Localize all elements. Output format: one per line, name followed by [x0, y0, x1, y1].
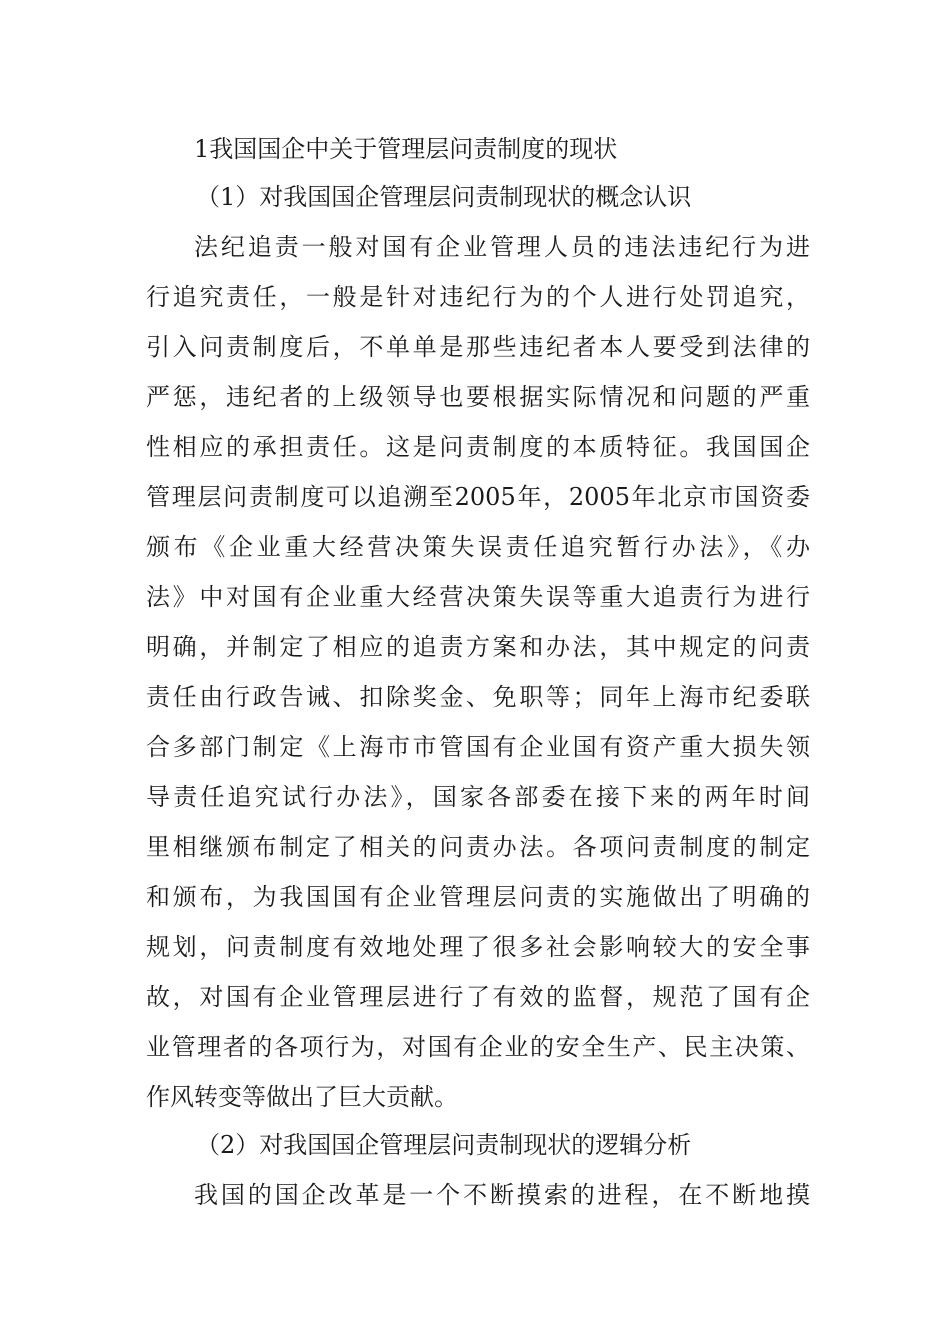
paragraph-line: 规划，问责制度有效地处理了很多社会影响较大的安全事 — [146, 933, 810, 961]
paragraph-line: 颁布《企业重大经营决策失误责任追究暂行办法》，《办 — [146, 533, 810, 561]
paragraph-line: 法纪追责一般对国有企业管理人员的违法违纪行为进 — [194, 233, 810, 261]
subsection-heading-2: （2）对我国国企管理层问责制现状的逻辑分析 — [196, 1131, 692, 1159]
paragraph-line: 合多部门制定《上海市市管国有企业国有资产重大损失领 — [146, 733, 810, 761]
paragraph-line: 我国的国企改革是一个不断摸索的进程，在不断地摸 — [194, 1181, 810, 1209]
paragraph-line: 作风转变等做出了巨大贡献。 — [146, 1083, 458, 1111]
paragraph-line: 严惩，违纪者的上级领导也要根据实际情况和问题的严重 — [146, 383, 810, 411]
paragraph-line: 性相应的承担责任。这是问责制度的本质特征。我国国企 — [146, 433, 810, 461]
paragraph-line: 业管理者的各项行为，对国有企业的安全生产、民主决策、 — [146, 1033, 810, 1061]
paragraph-line: 责任由行政告诫、扣除奖金、免职等；同年上海市纪委联 — [146, 683, 810, 711]
paragraph-line: 管理层问责制度可以追溯至2005年，2005年北京市国资委 — [146, 483, 810, 511]
paragraph-line: 和颁布，为我国国有企业管理层问责的实施做出了明确的 — [146, 883, 810, 911]
paragraph-line: 法》中对国有企业重大经营决策失误等重大追责行为进行 — [146, 583, 810, 611]
paragraph-line: 明确，并制定了相应的追责方案和办法，其中规定的问责 — [146, 633, 810, 661]
subsection-heading-1: （1）对我国国企管理层问责制现状的概念认识 — [196, 183, 692, 211]
paragraph-line: 引入问责制度后，不单单是那些违纪者本人要受到法律的 — [146, 333, 810, 361]
paragraph-line: 行追究责任，一般是针对违纪行为的个人进行处罚追究， — [146, 283, 810, 311]
section-heading: 1我国国企中关于管理层问责制度的现状 — [194, 135, 618, 163]
paragraph-line: 里相继颁布制定了相关的问责办法。各项问责制度的制定 — [146, 833, 810, 861]
paragraph-line: 导责任追究试行办法》，国家各部委在接下来的两年时间 — [146, 783, 810, 811]
paragraph-line: 故，对国有企业管理层进行了有效的监督，规范了国有企 — [146, 983, 810, 1011]
